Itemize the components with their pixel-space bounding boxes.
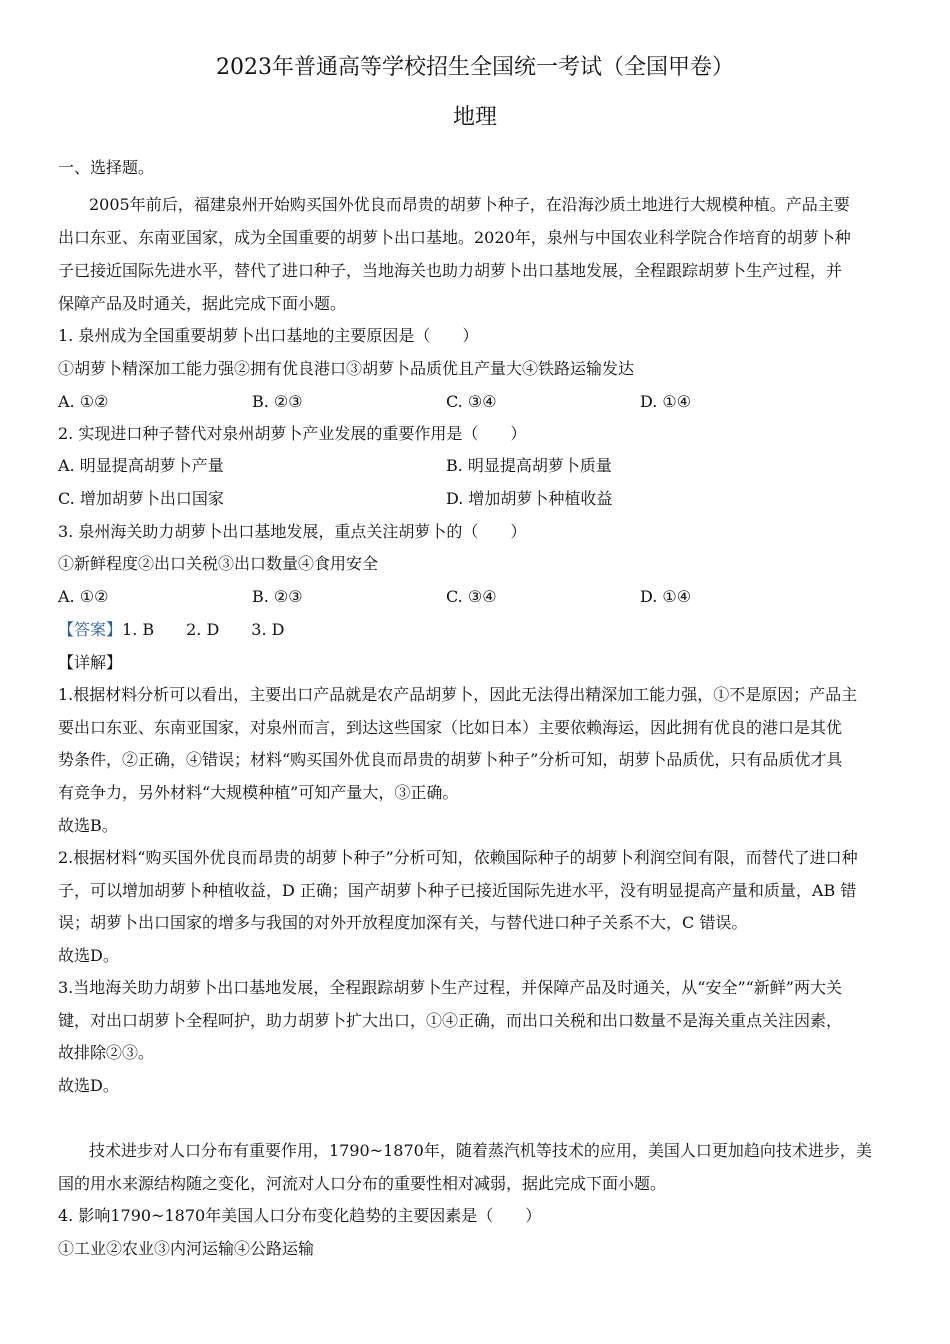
explain1-line: 势条件，②正确，④错误；材料“购买国外优良而昂贵的胡萝卜种子”分析可知，胡萝卜品质优，只有品质优才具 <box>58 750 843 769</box>
passage1-line: 保障产品及时通关，据此完成下面小题。 <box>58 294 347 313</box>
explain3-line: 3.当地海关助力胡萝卜出口基地发展，全程跟踪胡萝卜生产过程，并保障产品及时通关，从“安全”“新鲜”两大关 <box>58 978 842 997</box>
explain2-line: 误；胡萝卜出口国家的增多与我国的对外开放程度加深有关，与替代进口种子关系不大，C 错误。 <box>58 913 748 932</box>
explain3-line: 键，对出口胡萝卜全程呵护，助力胡萝卜扩大出口，①④正确，而出口关税和出口数量不是海关重点关注因素， <box>58 1011 843 1030</box>
q1-items: ①胡萝卜精深加工能力强②拥有优良港口③胡萝卜品质优且产量大④铁路运输发达 <box>58 359 635 378</box>
q4-items: ①工业②农业③内河运输④公路运输 <box>58 1239 315 1258</box>
q1-stem: 1. 泉州成为全国重要胡萝卜出口基地的主要原因是（ ） <box>58 326 479 345</box>
q2-option-c: C. 增加胡萝卜出口国家 <box>58 489 224 508</box>
explain2-line: 2.根据材料“购买国外优良而昂贵的胡萝卜种子”分析可知，依赖国际种子的胡萝卜利润空间有限，而替代了进口种 <box>58 848 858 867</box>
passage2-line: 国的用水来源结构随之变化，河流对人口分布的重要性相对减弱，据此完成下面小题。 <box>58 1174 667 1193</box>
q1-option-c: C. ③④ <box>446 392 497 411</box>
q3-stem: 3. 泉州海关助力胡萝卜出口基地发展，重点关注胡萝卜的（ ） <box>58 522 527 541</box>
passage1-line: 出口东亚、东南亚国家，成为全国重要的胡萝卜出口基地。2020年，泉州与中国农业科学院合作培育的胡萝卜种 <box>58 228 851 247</box>
exam-title: 2023年普通高等学校招生全国统一考试（全国甲卷） <box>216 55 734 80</box>
detail-heading: 【详解】 <box>58 653 123 672</box>
q2-stem: 2. 实现进口种子替代对泉州胡萝卜产业发展的重要作用是（ ） <box>58 424 527 443</box>
answer-line <box>58 620 893 640</box>
explain2-line: 子，可以增加胡萝卜种植收益，D 正确；国产胡萝卜种子已接近国际先进水平，没有明显提高产量和质量，AB 错 <box>58 881 857 900</box>
q3-option-d: D. ①④ <box>640 587 692 606</box>
q3-option-b: B. ②③ <box>252 587 303 606</box>
choose3: 故选D。 <box>58 1076 119 1095</box>
q1-option-a: A. ①② <box>58 392 109 411</box>
passage1-line: 子已接近国际先进水平，替代了进口种子，当地海关也助力胡萝卜出口基地发展，全程跟踪胡萝卜生产过程，并 <box>58 261 843 280</box>
q3-option-a: A. ①② <box>58 587 109 606</box>
choose2: 故选D。 <box>58 946 119 965</box>
q3-items: ①新鲜程度②出口关税③出口数量④食用安全 <box>58 554 379 573</box>
explain1-line: 1.根据材料分析可以看出，主要出口产品就是农产品胡萝卜，因此无法得出精深加工能力强，①不是原因；产品主 <box>58 685 858 704</box>
q2-option-a: A. 明显提高胡萝卜产量 <box>58 456 224 475</box>
explain1-line: 有竞争力，另外材料“大规模种植”可知产量大，③正确。 <box>58 783 459 802</box>
answer-text: 1. B 2. D 3. D <box>122 620 285 639</box>
passage1-line: 2005年前后，福建泉州开始购买国外优良而昂贵的胡萝卜种子，在沿海沙质土地进行大规模种植。产品主要 <box>89 195 850 214</box>
choose1: 故选B。 <box>58 816 118 835</box>
answer-tag: 【答案】 <box>58 620 123 639</box>
explain3-line: 故排除②③。 <box>58 1043 155 1062</box>
q1-option-b: B. ②③ <box>252 392 303 411</box>
q4-stem: 4. 影响1790~1870年美国人口分布变化趋势的主要因素是（ ） <box>58 1206 542 1225</box>
q1-option-d: D. ①④ <box>640 392 692 411</box>
explain1-line: 要出口东亚、东南亚国家，对泉州而言，到达这些国家（比如日本）主要依赖海运，因此拥有优良的港口是其优 <box>58 718 843 737</box>
q2-option-d: D. 增加胡萝卜种植收益 <box>446 489 613 508</box>
passage2-line: 技术进步对人口分布有重要作用，1790~1870年，随着蒸汽机等技术的应用，美国人口更加趋向技术进步，美 <box>89 1141 872 1160</box>
section-heading: 一、选择题。 <box>58 158 155 177</box>
q3-option-c: C. ③④ <box>446 587 497 606</box>
q2-option-b: B. 明显提高胡萝卜质量 <box>446 456 612 475</box>
subject-title: 地理 <box>452 105 497 130</box>
